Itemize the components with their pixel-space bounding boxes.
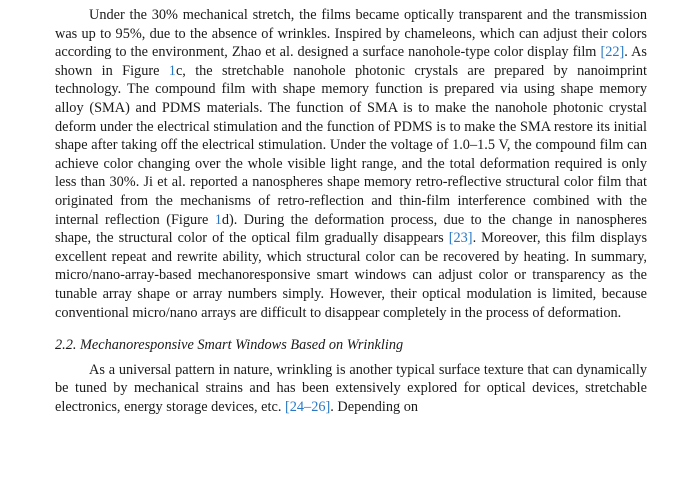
text-run: c, the stretchable nanohole photonic crystals are prepared by nanoimprint technology. The compound film with shape memory function is prepared via using shape memory alloy (SMA) and PDMS materials. The function of SMA is to make the nanohole photonic crystal deform under the electrical stimulation and the function of PDMS is to make the SMA restore its initial shape after taking off the electrical stimulation. Under the voltage of 1.0–1.5 V, the compound film can achieve color changing over the whole visible light range, and the total deformation required is only less than 30%. Ji et al. reported a nanospheres shape memory retro-reflective structural color film that originated from the mechanisms of retro-reflection and thin-film interference combined with the internal reflection (Figure <box>55 62 647 228</box>
citation-link-22[interactable]: [22] <box>600 44 625 61</box>
text-run: . Moreover, this film displays excellent repeat and rewrite ability, which structural color can be recovered by heating. In summary, micro/nano-array-based mechanoresponsive smart windows can adjust color or transparency as the tunable array shape or array numbers simply. However, their optical modulation is limited, because conventional micro/nano arrays are difficult to disappear completely in the process of deformation. <box>55 230 648 321</box>
paragraph-wrinkle-free-transparency <box>55 6 647 322</box>
text-run: . Depending on <box>330 398 418 415</box>
text-run: Under the 30% mechanical stretch, the films became optically transparent and the transmission was up to 95%, due to the absence of wrinkles. Inspired by chameleons, which can adjust their colors according to the environment, Zhao et al. designed a surface nanohole-type color display film <box>55 7 647 61</box>
text-run: As a universal pattern in nature, wrinkling is another typical surface texture that can dynamically be tuned by mechanical strains and has been extensively explored for optical devices, stretchable electronics, energy storage devices, etc. <box>55 361 647 415</box>
figure-link-1c[interactable]: 1 <box>168 62 176 79</box>
citation-link-23[interactable]: [23] <box>448 230 473 247</box>
citation-link-24-26[interactable]: [24–26] <box>284 398 331 415</box>
paragraph-wrinkling-intro <box>55 361 647 417</box>
text-run: d). During the deformation process, due to the change in nanospheres shape, the structural color of the optical film gradually disappears <box>55 211 647 247</box>
document-page <box>55 6 647 416</box>
section-heading-2-2: 2.2. Mechanoresponsive Smart Windows Based on Wrinkling <box>55 337 404 354</box>
figure-link-1d[interactable]: 1 <box>214 211 222 228</box>
text-run: . As shown in Figure <box>55 44 647 79</box>
